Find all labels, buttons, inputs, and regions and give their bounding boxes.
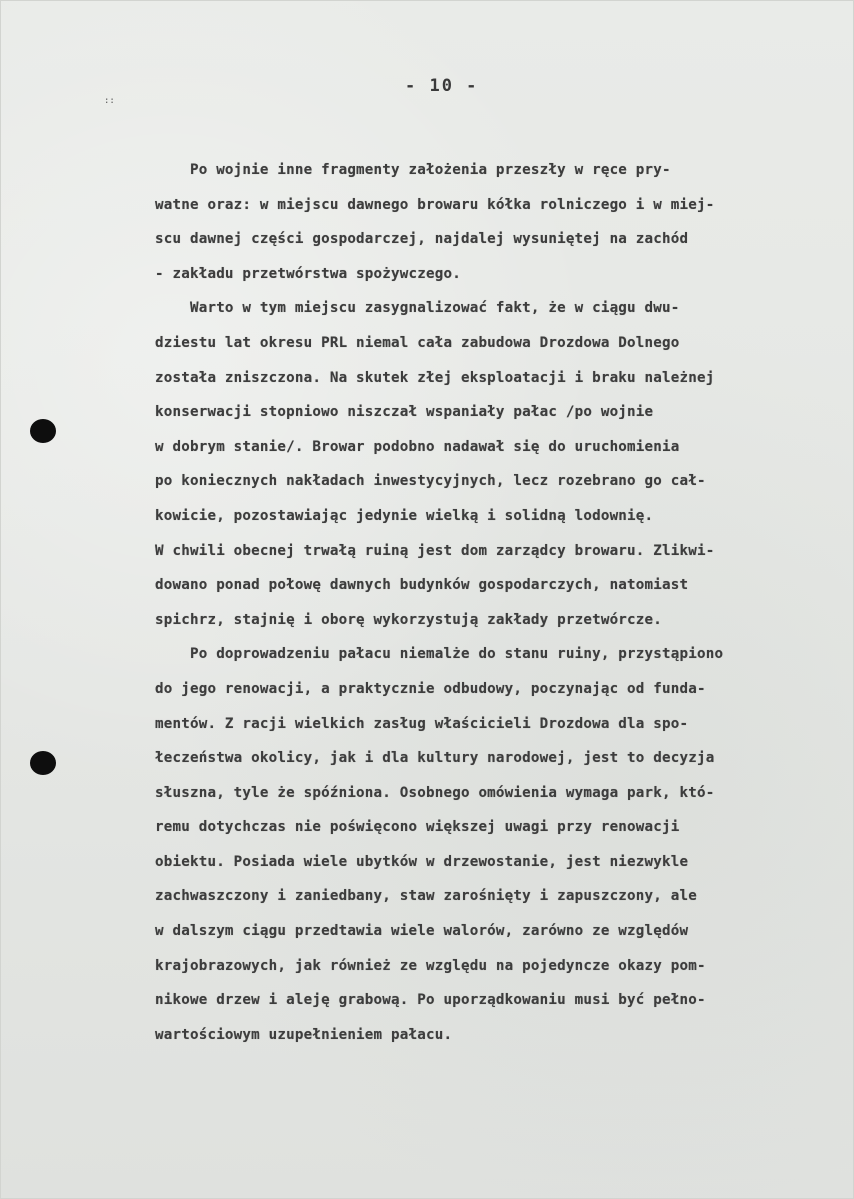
text-line: kowicie, pozostawiając jedynie wielką i solidną lodownię. bbox=[155, 507, 654, 524]
corner-mark: :: bbox=[104, 96, 115, 106]
text-line: watne oraz: w miejscu dawnego browaru kółka rolniczego i w miej- bbox=[155, 196, 715, 213]
text-line: remu dotychczas nie poświęcono większej uwagi przy renowacji bbox=[155, 819, 680, 836]
punch-hole bbox=[30, 419, 56, 443]
text-line: dziestu lat okresu PRL niemal cała zabudowa Drozdowa Dolnego bbox=[155, 334, 680, 351]
page-number: - 10 - bbox=[405, 76, 479, 96]
text-line: konserwacji stopniowo niszczał wspaniały pałac /po wojnie bbox=[155, 404, 654, 421]
text-line: spichrz, stajnię i oborę wykorzystują zakłady przetwórcze. bbox=[155, 611, 663, 628]
text-line: krajobrazowych, jak również ze względu na pojedyncze okazy pom- bbox=[155, 957, 706, 974]
text-line: obiektu. Posiada wiele ubytków w drzewostanie, jest niezwykle bbox=[155, 853, 689, 870]
text-line: w dobrym stanie/. Browar podobno nadawał się do uruchomienia bbox=[155, 438, 680, 455]
text-line: W chwili obecnej trwałą ruiną jest dom zarządcy browaru. Zlikwi- bbox=[155, 542, 715, 559]
body-text bbox=[155, 153, 854, 1052]
text-line: zachwaszczony i zaniedbany, staw zarośnięty i zapuszczony, ale bbox=[155, 888, 697, 905]
text-line: - zakładu przetwórstwa spożywczego. bbox=[155, 265, 461, 282]
text-line: została zniszczona. Na skutek złej eksploatacji i braku należnej bbox=[155, 369, 715, 386]
text-line: nikowe drzew i aleję grabową. Po uporządkowaniu musi być pełno- bbox=[155, 992, 706, 1009]
text-line: mentów. Z racji wielkich zasług właścicieli Drozdowa dla spo- bbox=[155, 715, 689, 732]
text-line: łeczeństwa okolicy, jak i dla kultury narodowej, jest to decyzja bbox=[155, 750, 715, 767]
text-line: Po wojnie inne fragmenty założenia przeszły w ręce pry- bbox=[155, 162, 671, 178]
text-line: Warto w tym miejscu zasygnalizować fakt, że w ciągu dwu- bbox=[155, 300, 680, 317]
text-line: słuszna, tyle że spóźniona. Osobnego omówienia wymaga park, któ- bbox=[155, 784, 715, 801]
text-line: Po doprowadzeniu pałacu niemalże do stanu ruiny, przystąpiono bbox=[155, 646, 724, 663]
text-line: dowano ponad połowę dawnych budynków gospodarczych, natomiast bbox=[155, 577, 689, 594]
text-line: do jego renowacji, a praktycznie odbudowy, poczynając od funda- bbox=[155, 680, 706, 697]
text-line: w dalszym ciągu przedtawia wiele walorów, zarówno ze względów bbox=[155, 923, 689, 940]
text-line: wartościowym uzupełnieniem pałacu. bbox=[155, 1026, 453, 1043]
text-line: scu dawnej części gospodarczej, najdalej wysuniętej na zachód bbox=[155, 231, 689, 248]
punch-hole bbox=[30, 751, 56, 775]
text-line: po koniecznych nakładach inwestycyjnych, lecz rozebrano go cał- bbox=[155, 473, 706, 490]
